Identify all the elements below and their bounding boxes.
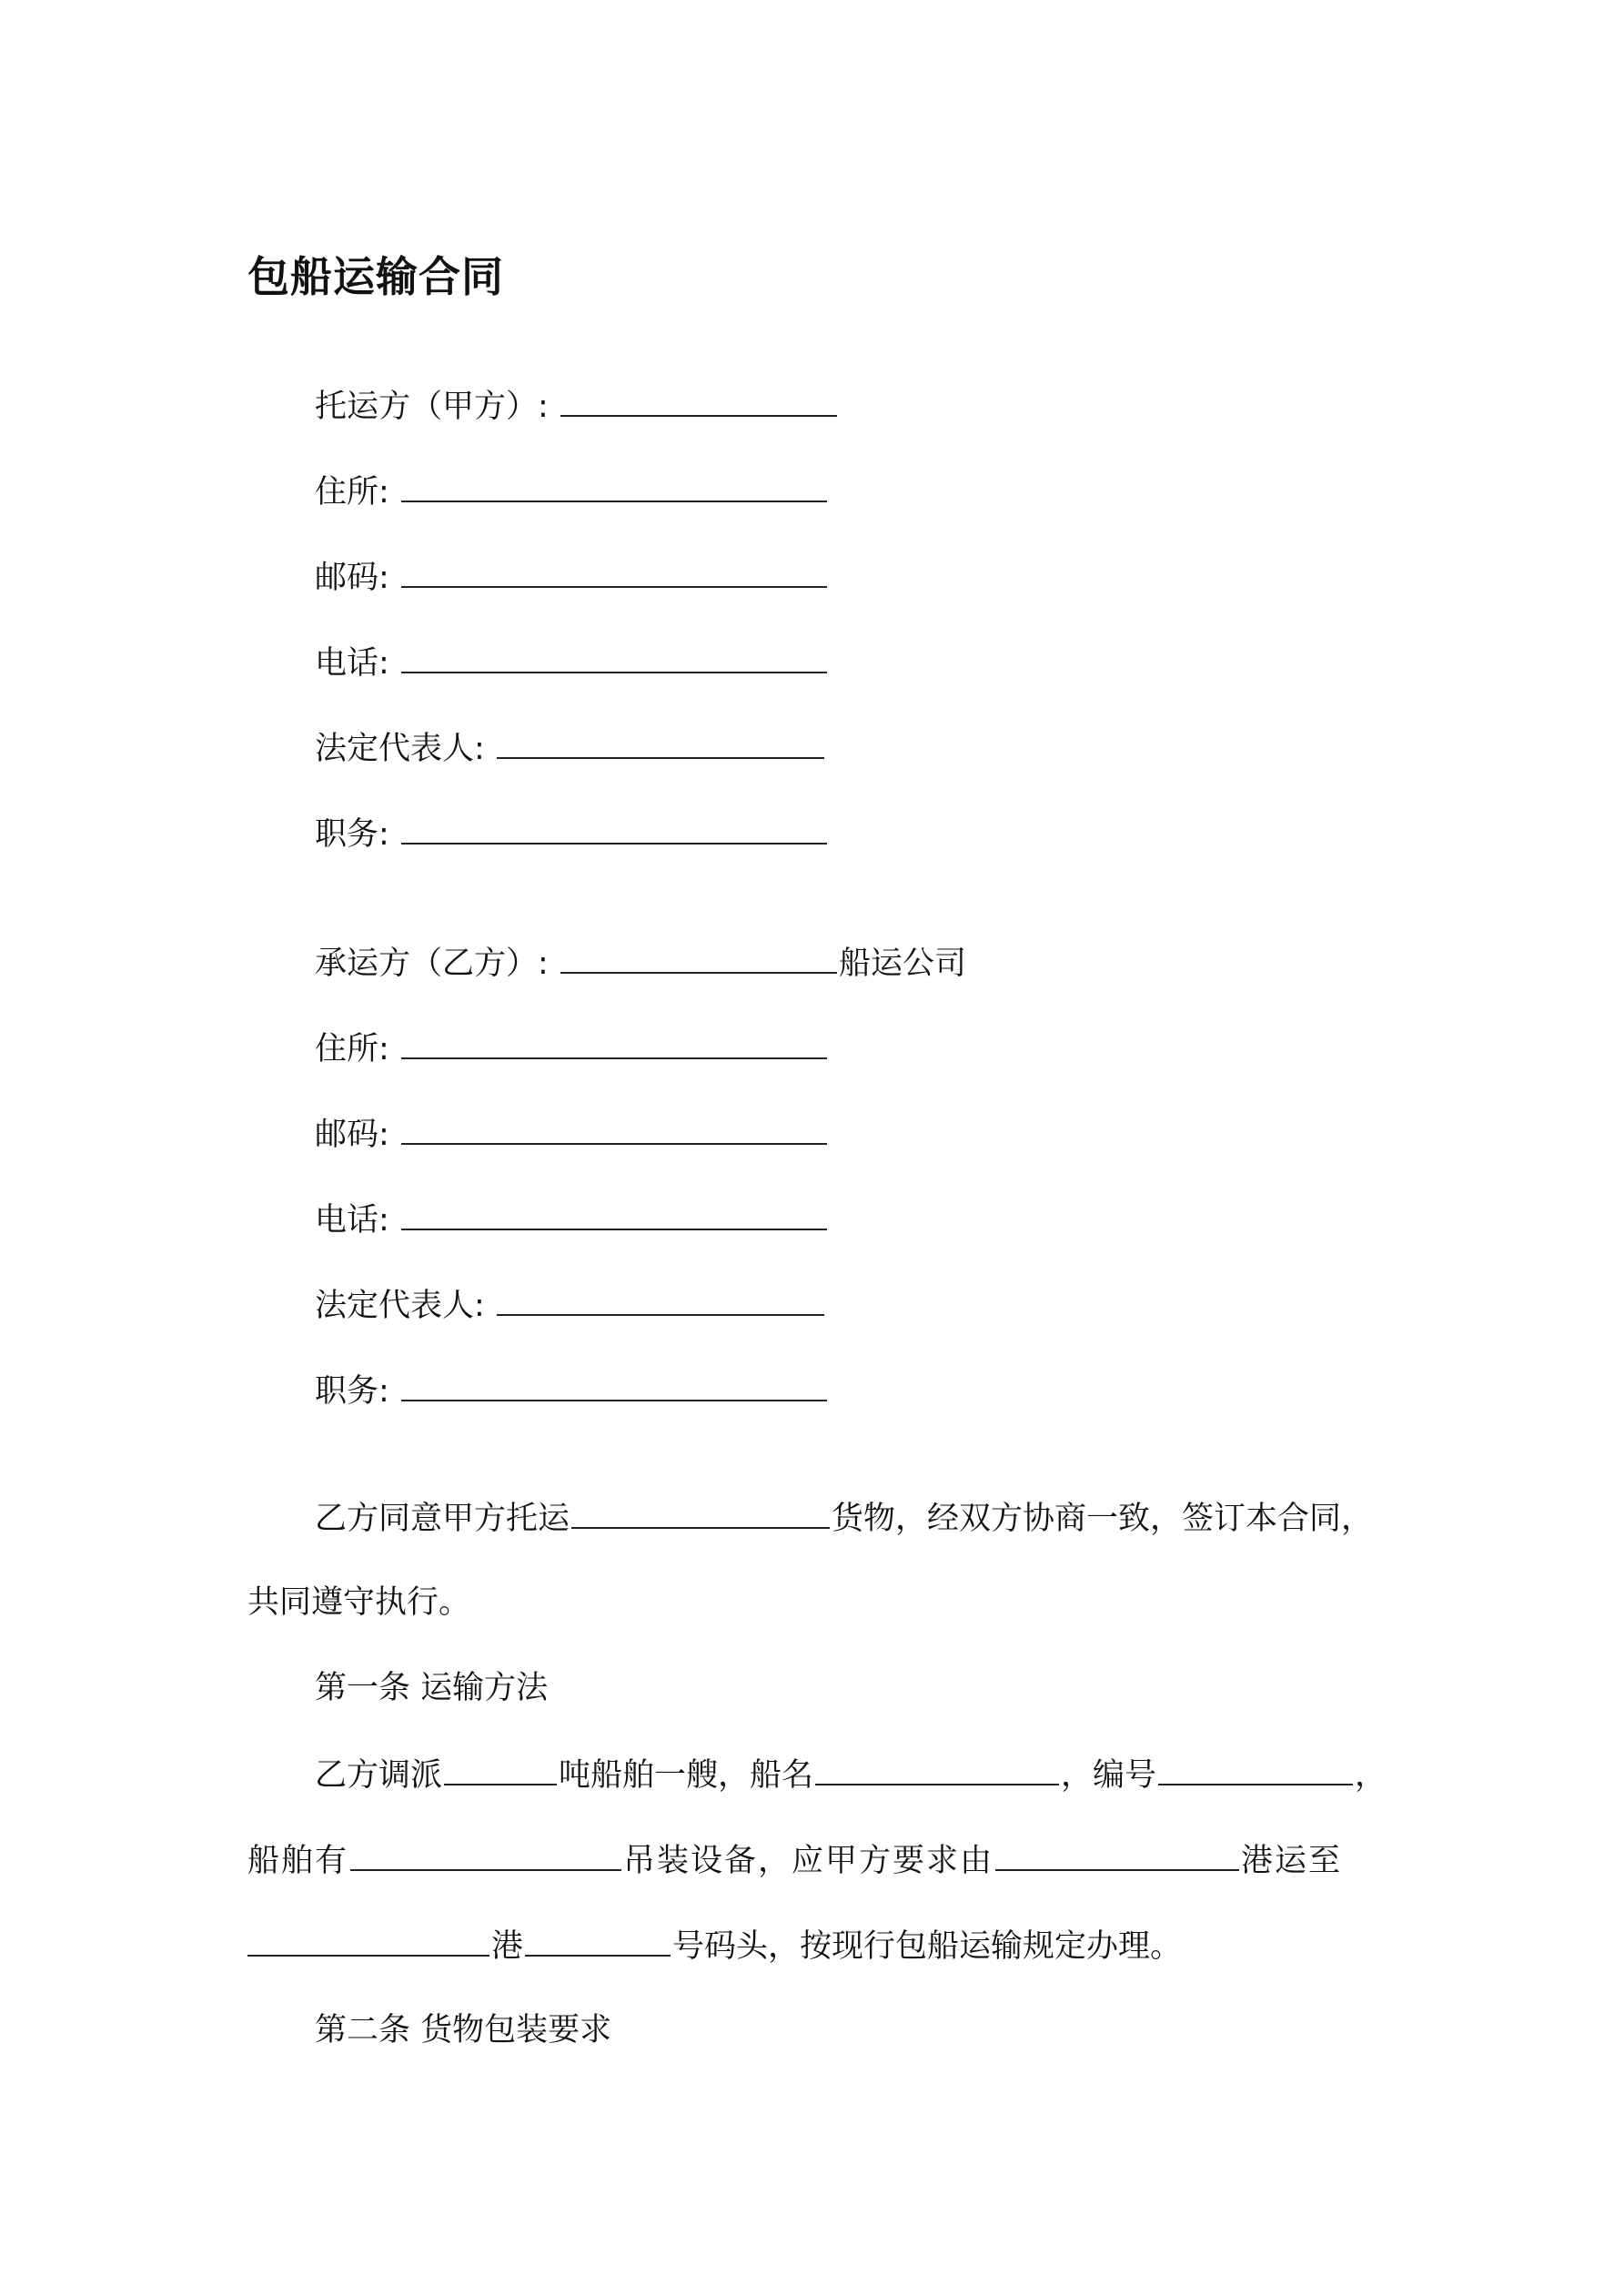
article-1-l3-a: 港: [491, 1928, 524, 1965]
party-a-position-blank[interactable]: [401, 810, 827, 845]
party-b-role-suffix: 船运公司: [838, 946, 966, 982]
party-b-position-row: [315, 1367, 829, 1414]
party-b-phone-label: 电话:: [315, 1202, 389, 1239]
party-b-role-row: [315, 939, 966, 986]
party-a-postcode-blank[interactable]: [401, 553, 827, 588]
lifting-equipment-blank[interactable]: [350, 1836, 621, 1871]
article-1-l3-b: 号码头，按现行包船运输规定办理。: [672, 1928, 1183, 1965]
article-1-line-1: [315, 1751, 1387, 1798]
party-b-address-label: 住所:: [315, 1031, 389, 1067]
article-1-l1-a: 乙方调派: [315, 1757, 443, 1794]
party-b-legal-rep-blank[interactable]: [497, 1281, 824, 1316]
party-a-address-blank[interactable]: [401, 468, 827, 502]
origin-port-blank[interactable]: [995, 1836, 1239, 1871]
article-2-heading: [315, 2008, 611, 2053]
tonnage-blank[interactable]: [444, 1751, 557, 1785]
party-a-position-row: [315, 810, 829, 857]
party-b-address-blank[interactable]: [401, 1025, 827, 1059]
party-a-legal-rep-blank[interactable]: [497, 724, 824, 759]
party-a-phone-blank[interactable]: [401, 639, 827, 673]
party-a-address-row: [315, 468, 829, 515]
party-a-legal-rep-label: 法定代表人:: [315, 731, 485, 767]
destination-port-blank[interactable]: [247, 1922, 489, 1957]
party-a-position-label: 职务:: [315, 816, 389, 853]
article-2-heading-text: 第二条 货物包装要求: [315, 2012, 612, 2048]
party-a-postcode-label: 邮码:: [315, 560, 389, 596]
party-a-phone-row: [315, 639, 829, 686]
article-1-line-2: [247, 1836, 1342, 1884]
party-b-position-label: 职务:: [315, 1373, 389, 1410]
party-b-legal-rep-row: [315, 1281, 826, 1329]
article-1-heading: [315, 1665, 548, 1711]
intro-line-2: [247, 1580, 470, 1625]
document-title: 包船运输合同: [247, 252, 504, 301]
ship-number-blank[interactable]: [1158, 1751, 1353, 1785]
party-b-name-blank[interactable]: [560, 939, 837, 974]
article-1-l1-c: ，编号: [1061, 1757, 1157, 1794]
article-1-line-3: [247, 1922, 1182, 1969]
party-a-phone-label: 电话:: [315, 645, 389, 682]
article-1-l1-d: ，: [1355, 1757, 1387, 1794]
article-1-l1-b: 吨船舶一艘，船名: [559, 1757, 814, 1794]
party-b-postcode-label: 邮码:: [315, 1117, 389, 1153]
party-b-postcode-row: [315, 1110, 829, 1158]
intro-line-1: [315, 1494, 1373, 1542]
party-a-role-row: [315, 382, 839, 430]
party-b-phone-blank[interactable]: [401, 1196, 827, 1230]
intro-part1: 乙方同意甲方托运: [315, 1501, 570, 1537]
party-b-legal-rep-label: 法定代表人:: [315, 1288, 485, 1324]
intro-part2: 货物，经双方协商一致，签订本合同，: [832, 1501, 1374, 1537]
party-a-name-blank[interactable]: [560, 382, 837, 417]
article-1-l2-c: 港运至: [1241, 1843, 1343, 1879]
party-a-postcode-row: [315, 553, 829, 601]
article-1-l2-a: 船舶有: [247, 1843, 349, 1879]
ship-name-blank[interactable]: [815, 1751, 1059, 1785]
party-b-address-row: [315, 1025, 829, 1072]
dock-number-blank[interactable]: [525, 1922, 671, 1957]
party-b-phone-row: [315, 1196, 829, 1243]
party-a-role-label: 托运方（甲方）:: [315, 389, 549, 425]
cargo-name-blank[interactable]: [571, 1494, 830, 1529]
party-b-position-blank[interactable]: [401, 1367, 827, 1401]
party-b-postcode-blank[interactable]: [401, 1110, 827, 1145]
article-1-heading-text: 第一条 运输方法: [315, 1670, 549, 1706]
party-b-role-label: 承运方（乙方）:: [315, 946, 549, 982]
intro-line-2-text: 共同遵守执行。: [247, 1584, 471, 1621]
article-1-l2-b: 吊装设备，应甲方要求由: [623, 1843, 994, 1879]
party-a-address-label: 住所:: [315, 474, 389, 511]
party-a-legal-rep-row: [315, 724, 826, 772]
